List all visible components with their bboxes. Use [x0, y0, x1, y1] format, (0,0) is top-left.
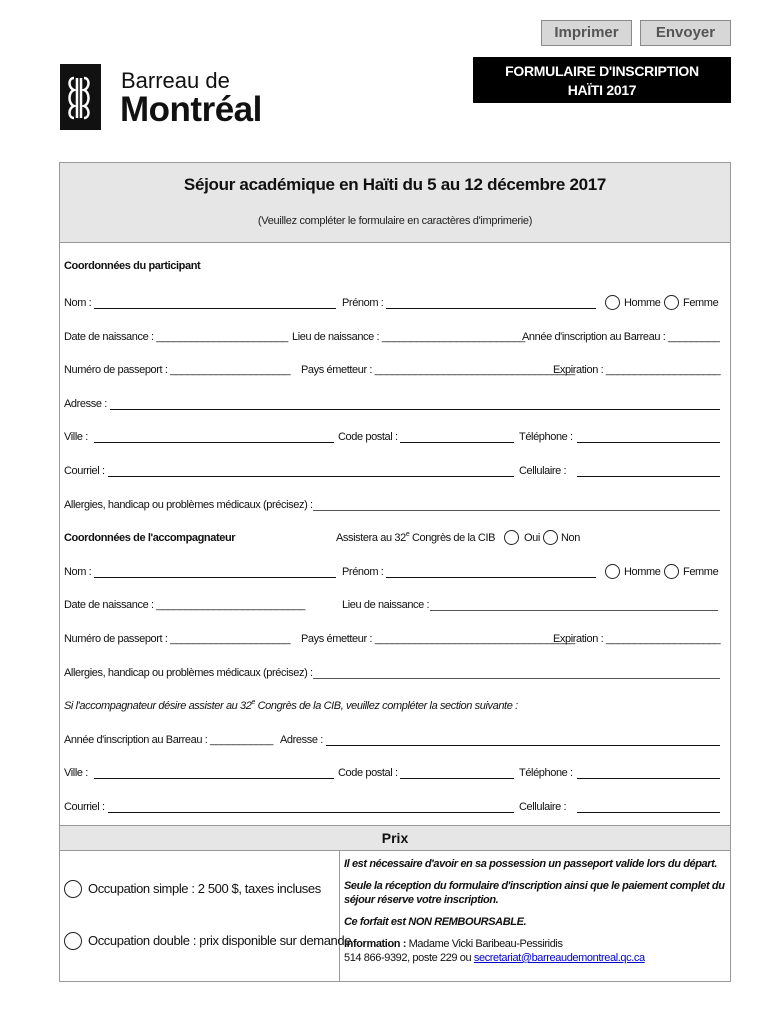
- acc-allergies-label: Allergies, handicap ou problèmes médicaux (précisez) :: [64, 667, 313, 679]
- prix-notes: [344, 857, 728, 973]
- adresse-field[interactable]: [110, 398, 720, 410]
- acc-adresse-label: Adresse :: [280, 734, 323, 746]
- acc-allergies-field[interactable]: [313, 667, 720, 679]
- acc-code-postal-field[interactable]: [400, 767, 514, 779]
- section-accompagnateur: Coordonnées de l'accompagnateur: [64, 532, 236, 544]
- homme-label: Homme: [624, 297, 661, 309]
- acc-annee-inscription-field[interactable]: Année d'inscription au Barreau : ___________: [64, 734, 273, 746]
- acc-homme-radio[interactable]: [605, 564, 620, 579]
- acc-telephone-field[interactable]: [577, 767, 720, 779]
- non-radio[interactable]: [543, 530, 558, 545]
- allergies-field[interactable]: [313, 499, 720, 511]
- info-name: Madame Vicki Baribeau-Pessiridis: [406, 938, 563, 950]
- non-label: Non: [561, 532, 580, 544]
- acc-lieu-naissance-field[interactable]: [430, 599, 718, 611]
- courriel-field[interactable]: [108, 465, 514, 477]
- allergies-label: Allergies, handicap ou problèmes médicaux (précisez) :: [64, 499, 313, 511]
- femme-label: Femme: [683, 297, 719, 309]
- oui-radio[interactable]: [504, 530, 519, 545]
- femme-radio[interactable]: [664, 295, 679, 310]
- registration-form: [59, 162, 731, 982]
- annee-inscription-field[interactable]: Année d'inscription au Barreau : _________: [522, 331, 720, 343]
- acc-telephone-label: Téléphone :: [519, 767, 573, 779]
- option-simple-label: Occupation simple : 2 500 $, taxes incluses: [88, 881, 321, 896]
- congres-note: Si l'accompagnateur désire assister au 32e Congrès de la CIB, veuillez compléter la section suivante :: [64, 699, 518, 712]
- acc-femme-label: Femme: [683, 566, 719, 578]
- telephone-label: Téléphone :: [519, 431, 573, 443]
- code-postal-label: Code postal :: [338, 431, 398, 443]
- acc-adresse-field[interactable]: [326, 734, 720, 746]
- option-double-radio[interactable]: [64, 932, 82, 950]
- acc-lieu-naissance-label: Lieu de naissance :: [342, 599, 430, 611]
- email-link[interactable]: secretariat@barreaudemontreal.qc.ca: [473, 952, 645, 964]
- form-title-line2: HAÏTI 2017: [567, 82, 637, 98]
- lieu-naissance-field[interactable]: Lieu de naissance : _________________________: [292, 331, 525, 343]
- passeport-field[interactable]: Numéro de passeport : _____________________: [64, 364, 291, 376]
- logo-mark-icon: [60, 64, 101, 130]
- note-passeport: Il est nécessaire d'avoir en sa possession un passeport valide lors du départ.: [344, 858, 718, 870]
- section-participant: Coordonnées du participant: [64, 260, 201, 272]
- acc-courriel-label: Courriel :: [64, 801, 105, 813]
- option-double-label: Occupation double : prix disponible sur demande: [88, 933, 352, 948]
- acc-prenom-field[interactable]: [386, 566, 596, 578]
- acc-femme-radio[interactable]: [664, 564, 679, 579]
- info-contact: [344, 937, 728, 965]
- acc-ville-field[interactable]: [94, 767, 334, 779]
- prenom-label: Prénom :: [342, 297, 384, 309]
- acc-courriel-field[interactable]: [108, 801, 514, 813]
- page-title: Séjour académique en Haïti du 5 au 12 décembre 2017: [183, 175, 607, 194]
- nom-field[interactable]: [94, 297, 336, 309]
- print-button[interactable]: Imprimer: [541, 20, 632, 46]
- ville-field[interactable]: [94, 431, 334, 443]
- acc-date-naissance-field[interactable]: Date de naissance : __________________________: [64, 599, 305, 611]
- form-title-box: [473, 57, 731, 103]
- courriel-label: Courriel :: [64, 465, 105, 477]
- assistera-congres-label: Assistera au 32e Congrès de la CIB: [336, 531, 496, 544]
- acc-cellulaire-label: Cellulaire :: [519, 801, 567, 813]
- prix-header: Prix: [60, 825, 730, 851]
- logo-text-line1: Barreau de: [121, 68, 230, 93]
- prix-options: [60, 851, 352, 981]
- telephone-field[interactable]: [577, 431, 720, 443]
- oui-label: Oui: [524, 532, 540, 544]
- acc-prenom-label: Prénom :: [342, 566, 384, 578]
- homme-radio[interactable]: [605, 295, 620, 310]
- prenom-field[interactable]: [386, 297, 596, 309]
- acc-homme-label: Homme: [624, 566, 661, 578]
- send-button[interactable]: Envoyer: [640, 20, 731, 46]
- info-phone: 514 866-9392, poste 229 ou: [344, 952, 474, 964]
- acc-ville-label: Ville :: [64, 767, 88, 779]
- cellulaire-label: Cellulaire :: [519, 465, 567, 477]
- acc-nom-label: Nom :: [64, 566, 92, 578]
- form-header: [60, 163, 730, 243]
- info-label: Information :: [344, 938, 407, 950]
- adresse-label: Adresse :: [64, 398, 107, 410]
- acc-passeport-field[interactable]: Numéro de passeport : _____________________: [64, 633, 291, 645]
- acc-nom-field[interactable]: [94, 566, 336, 578]
- code-postal-field[interactable]: [400, 431, 514, 443]
- form-title-line1: FORMULAIRE D'INSCRIPTION: [505, 63, 699, 79]
- acc-cellulaire-field[interactable]: [577, 801, 720, 813]
- note-reception: Seule la réception du formulaire d'inscription ainsi que le paiement complet du séjour réserve votre inscription.: [344, 880, 725, 906]
- acc-pays-emetteur-field[interactable]: Pays émetteur : ___________________________________: [301, 633, 575, 645]
- acc-code-postal-label: Code postal :: [338, 767, 398, 779]
- option-simple-radio[interactable]: [64, 880, 82, 898]
- acc-expiration-field[interactable]: Expiration : ____________________: [553, 633, 721, 645]
- ville-label: Ville :: [64, 431, 88, 443]
- pays-emetteur-field[interactable]: Pays émetteur : ___________________________________: [301, 364, 575, 376]
- logo-text-line2: Montréal: [120, 90, 262, 129]
- date-naissance-field[interactable]: Date de naissance : _______________________: [64, 331, 288, 343]
- note-non-remboursable: Ce forfait est NON REMBOURSABLE.: [344, 916, 527, 928]
- page-subtitle: (Veuillez compléter le formulaire en caractères d'imprimerie): [257, 215, 533, 227]
- expiration-field[interactable]: Expiration : ____________________: [553, 364, 721, 376]
- cellulaire-field[interactable]: [577, 465, 720, 477]
- nom-label: Nom :: [64, 297, 92, 309]
